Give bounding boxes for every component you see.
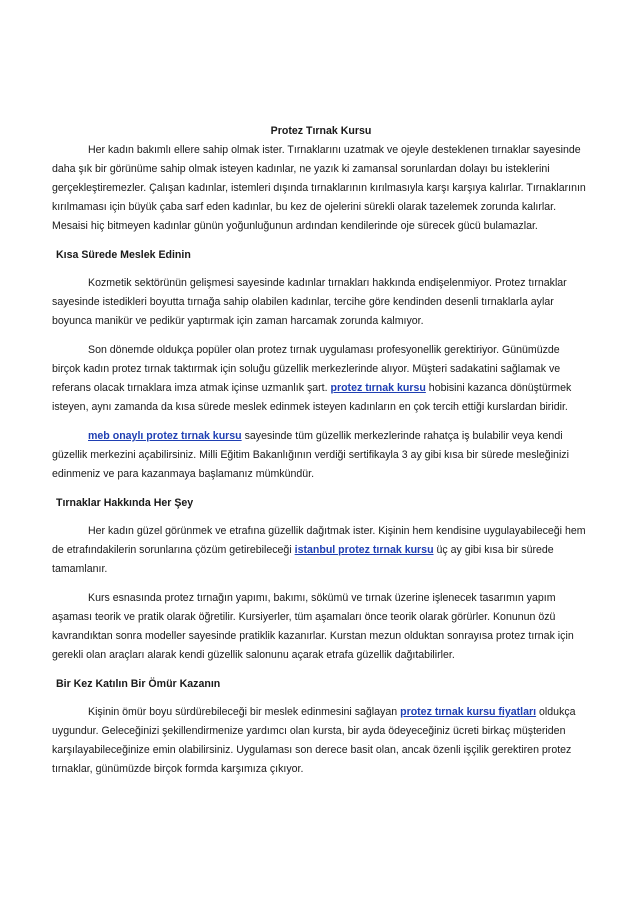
paragraph-kozmetik — [52, 274, 590, 331]
paragraph-kisinin — [52, 703, 590, 779]
paragraph-text: üç ay gibi kısa bir sürede tamamlanır. — [52, 544, 554, 575]
section-heading-kisa-surede: Kısa Sürede Meslek Edinin — [56, 249, 191, 261]
paragraph-her-kadin — [52, 522, 590, 579]
document-page — [52, 122, 590, 789]
paragraph-text: Her kadın bakımlı ellere sahip olmak ister. Tırnaklarını uzatmak ve ojeyle desteklenen tırnaklar sayesinde daha şık bir görünüme sahip olmak isteyen kadınlar, ne yazık ki zamansal sorunlardan dolayı bu isteklerini gerçekleştiremezler. Çalışan kadınlar, istemleri dışında tırnaklarının kırılmasıyla karşı karşıya kalırlar. Tırnaklarının kırılmaması için büyük çaba sarf eden kadınlar, bu kez de ojelerini sürekli olarak tazelemek zorunda kalırlar. Mesaisi hiç bitmeyen kadınlar günün yoğunluğunun ardından kendilerinde oje sürecek gücü bulamazlar. — [52, 144, 586, 232]
document-title: Protez Tırnak Kursu — [270, 125, 372, 137]
paragraph-text: Her kadın güzel görünmek ve etrafına güzellik dağıtmak ister. Kişinin hem kendisine uygulayabileceği hem de etrafındakilerin sorunlarına çözüm getirebileceği — [52, 525, 586, 556]
paragraph-text: Kozmetik sektörünün gelişmesi sayesinde kadınlar tırnakları hakkında endişelenmiyor. Protez tırnaklar sayesinde istedikleri boyutta tırnağa sahip olabilen kadınlar, tercihe göre kendinden desenli tırnaklarla aylar boyunca manikür ve pedikür yaptırmak için zaman harcamak zorunda kalmıyor. — [52, 277, 567, 327]
paragraph-text: sayesinde tüm güzellik merkezlerinde rahatça iş bulabilir veya kendi güzellik merkezini açabilirsiniz. Milli Eğitim Bakanlığının verdiği sertifikayla 3 ay gibi kısa bir sürede mesleğinizi edinmeniz ve para kazanmaya başlamanız mümkündür. — [52, 430, 569, 480]
section-heading-bir-kez: Bir Kez Katılın Bir Ömür Kazanın — [56, 678, 221, 690]
paragraph-intro — [52, 141, 590, 236]
paragraph-kurs-esnasinda — [52, 589, 590, 665]
paragraph-text: Kurs esnasında protez tırnağın yapımı, bakımı, sökümü ve tırnak üzerine işlenecek tasarımın yapım aşaması teorik ve pratik olarak öğretilir. Kursiyerler, tüm aşamaları önce teorik olarak görürler. Konunun özü kavrandıktan sonra modeller sayesinde pratiklik kazanırlar. Kurstan mezun olduktan sonrayısa protez tırnak için gerekli olan araçları alarak kendi güzellik salonunu açarak etrafa güzellik dağıtabilirler. — [52, 592, 574, 661]
paragraph-meb — [52, 427, 590, 484]
section-heading-tirnaklar: Tırnaklar Hakkında Her Şey — [56, 497, 194, 509]
paragraph-text: oldukça uygundur. Geleceğinizi şekillendirmenize yardımcı olan kursta, bir ayda ödeyeceğiniz ücreti birkaç müşteriden karşılayabileceğinize emin olabilirsiniz. Uygulaması son derece basit olan, ancak özenli işçilik gerektiren protez tırnaklar, günümüzde birçok formda karşımıza çıkıyor. — [52, 706, 576, 775]
paragraph-son-donemde — [52, 341, 590, 417]
link-istanbul-kurs[interactable]: istanbul protez tırnak kursu — [294, 544, 434, 556]
link-meb-onayli-kurs[interactable]: meb onaylı protez tırnak kursu — [88, 430, 242, 442]
paragraph-text: hobisini kazanca dönüştürmek isteyen, aynı zamanda da kısa sürede meslek edinmek isteyen kadınların en çok tercih ettiği kurslardan biridir. — [52, 382, 572, 413]
paragraph-text: Kişinin ömür boyu sürdürebileceği bir meslek edinmesini sağlayan — [88, 706, 401, 718]
link-protez-tirnak-kursu[interactable]: protez tırnak kursu — [330, 382, 426, 394]
paragraph-text: Son dönemde oldukça popüler olan protez tırnak uygulaması profesyonellik gerektiriyor. Günümüzde birçok kadın protez tırnak taktırmak için soluğu güzellik merkezlerinde alıyor. Müşteri sadakatini sağlamak ve referans olacak tırnaklara imza atmak içinse uzmanlık şart. — [52, 344, 561, 394]
link-kurs-fiyatlari[interactable]: protez tırnak kursu fiyatları — [400, 706, 537, 718]
